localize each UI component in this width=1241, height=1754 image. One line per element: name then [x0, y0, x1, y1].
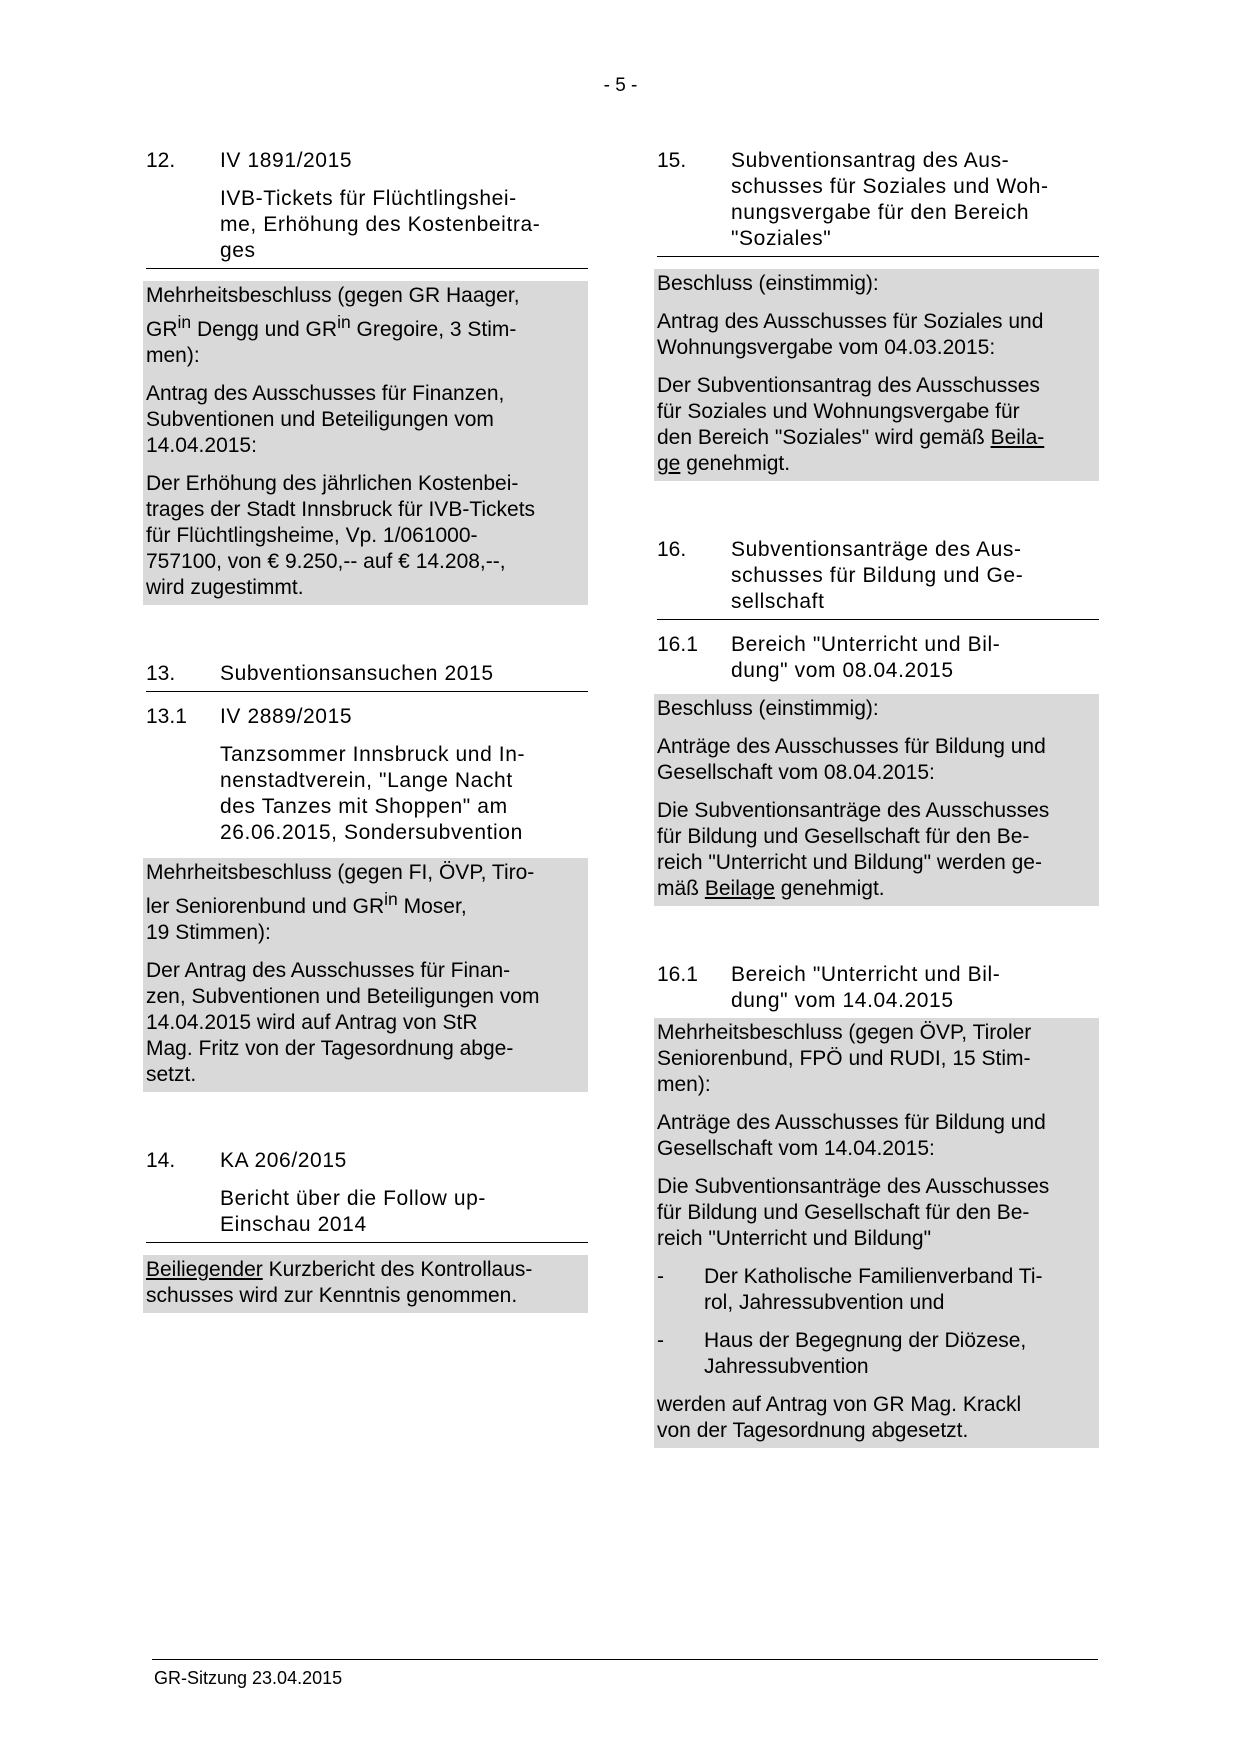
subsection-heading — [657, 962, 1099, 1014]
page-number: - 5 - — [603, 75, 638, 96]
section-number: 12. — [146, 149, 176, 172]
section-16 — [657, 537, 1099, 1448]
divider — [146, 691, 588, 692]
decision-text: Der Subventionsantrag des Ausschusses für Soziales und Wohnungsvergabe für den Bereich "Soziales" wird gemäß Beila- ge genehmigt. — [657, 374, 1045, 475]
resolution-box — [143, 858, 588, 1092]
decision-text: Der Erhöhung des jährlichen Kostenbei- trages der Stadt Innsbruck für IVB-Tickets für Flüchtlingsheime, Vp. 1/061000- 757100, von € 9.250,-- auf € 14.208,--, wird zugestimmt. — [146, 472, 536, 599]
subsection-number: 16.1 — [657, 963, 698, 986]
decision-text: Beiliegender Kurzbericht des Kontrollaus- schusses wird zur Kenntnis genommen. — [146, 1258, 533, 1307]
section-title: Subventionsantrag des Aus- schusses für Soziales und Woh- nungsvergabe für den Bereich "Soziales" — [731, 149, 1049, 250]
footer-divider — [152, 1659, 1098, 1660]
vote-result: Beschluss (einstimmig): — [657, 272, 879, 295]
list-item-text: Der Katholische Familienverband Ti- rol, Jahressubvention und — [704, 1265, 1043, 1314]
motion-text: Anträge des Ausschusses für Bildung und Gesellschaft vom 08.04.2015: — [657, 735, 1046, 784]
left-column — [146, 148, 588, 1313]
attachment-link[interactable]: Beila- — [990, 426, 1045, 449]
right-column — [657, 148, 1099, 1448]
section-number: 14. — [146, 1149, 176, 1172]
list-item-text: Haus der Begegnung der Diözese, Jahressubvention — [704, 1329, 1027, 1378]
divider — [146, 268, 588, 269]
decision-text: Die Subventionsanträge des Ausschusses für Bildung und Gesellschaft für den Be- reich "Unterricht und Bildung" werden ge- mäß Beilage genehmigt. — [657, 799, 1050, 900]
subsection-title: Bereich "Unterricht und Bil- dung" vom 14.04.2015 — [731, 963, 1001, 1012]
divider — [657, 619, 1099, 620]
section-title: IVB-Tickets für Flüchtlingshei- me, Erhöhung des Kostenbeitra- ges — [220, 187, 541, 262]
section-number: 13. — [146, 662, 176, 685]
motion-text: Antrag des Ausschusses für Soziales und Wohnungsvergabe vom 04.03.2015: — [657, 310, 1044, 359]
resolution-box — [143, 281, 588, 605]
decision-text: Die Subventionsanträge des Ausschusses für Bildung und Gesellschaft für den Be- reich "Unterricht und Bildung" — [657, 1175, 1050, 1250]
section-title: Bericht über die Follow up- Einschau 2014 — [220, 1187, 486, 1236]
subsection-reference: IV 2889/2015 — [220, 705, 353, 728]
section-title: Subventionsanträge des Aus- schusses für Bildung und Ge- sellschaft — [731, 538, 1024, 613]
section-number: 16. — [657, 538, 687, 561]
list-dash: - — [657, 1329, 664, 1352]
list-dash: - — [657, 1265, 664, 1288]
subsection-heading — [657, 632, 1099, 684]
vote-result: Mehrheitsbeschluss (gegen FI, ÖVP, Tiro- ler Seniorenbund und $GR^{in}$ Moser, 19 Stimmen): — [146, 861, 535, 944]
section-14 — [146, 1148, 588, 1313]
section-15 — [657, 148, 1099, 481]
subsection-title: Bereich "Unterricht und Bil- dung" vom 08.04.2015 — [731, 633, 1001, 682]
list-item — [657, 1328, 1097, 1380]
resolution-box — [654, 694, 1099, 906]
decision-text: Der Antrag des Ausschusses für Finan- zen, Subventionen und Beteiligungen vom 14.04.2015 wird auf Antrag von StR Mag. Fritz von der Tagesordnung abge- setzt. — [146, 959, 540, 1086]
attachment-link[interactable]: ge — [657, 452, 681, 475]
divider — [657, 256, 1099, 257]
closing-text: werden auf Antrag von GR Mag. Krackl von der Tagesordnung abgesetzt. — [657, 1393, 1022, 1442]
vote-result: Mehrheitsbeschluss (gegen ÖVP, Tiroler Seniorenbund, FPÖ und RUDI, 15 Stim- men): — [657, 1021, 1032, 1096]
section-reference: KA 206/2015 — [220, 1149, 347, 1172]
divider — [146, 1242, 588, 1243]
vote-result: Mehrheitsbeschluss (gegen GR Haager, $GR^{in}$ Dengg und $GR^{in}$ Gregoire, 3 Stim- men): — [146, 284, 520, 367]
section-12 — [146, 148, 588, 605]
section-number: 15. — [657, 149, 687, 172]
resolution-box — [654, 269, 1099, 481]
section-reference: IV 1891/2015 — [220, 149, 353, 172]
attachment-link[interactable]: Beilage — [704, 877, 775, 900]
section-13 — [146, 661, 588, 1092]
motion-text: Antrag des Ausschusses für Finanzen, Subventionen und Beteiligungen vom 14.04.2015: — [146, 382, 505, 457]
resolution-box — [143, 1255, 588, 1313]
resolution-box — [654, 1018, 1099, 1448]
list-item — [657, 1264, 1097, 1316]
motion-text: Anträge des Ausschusses für Bildung und Gesellschaft vom 14.04.2015: — [657, 1111, 1046, 1160]
footer-text: GR-Sitzung 23.04.2015 — [154, 1668, 343, 1688]
section-title: Subventionsansuchen 2015 — [220, 662, 494, 685]
subsection-number: 13.1 — [146, 705, 187, 728]
subsection-number: 16.1 — [657, 633, 698, 656]
attachment-link[interactable]: Beiliegender — [146, 1258, 263, 1281]
vote-result: Beschluss (einstimmig): — [657, 697, 879, 720]
subsection-title: Tanzsommer Innsbruck und In- nenstadtverein, "Lange Nacht des Tanzes mit Shoppen" am 26.06.2015, Sondersubvention — [220, 743, 526, 844]
